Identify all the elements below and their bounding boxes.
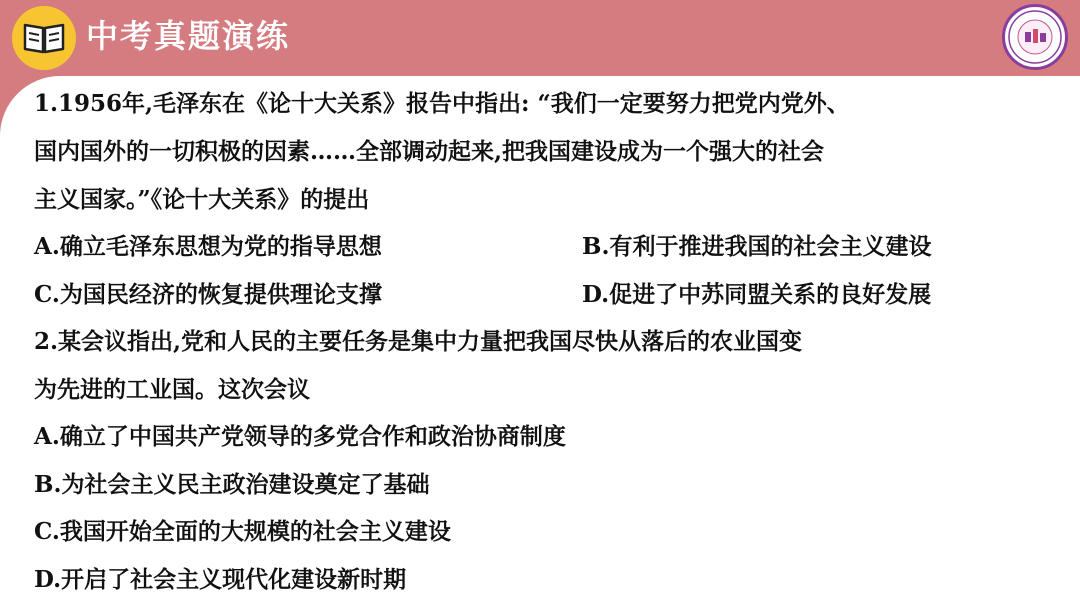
q1-option-c: C.为国民经济的恢复提供理论支撑	[34, 281, 382, 308]
open-book-icon	[12, 6, 76, 70]
q1-option-d: D.促进了中苏同盟关系的良好发展	[582, 281, 932, 308]
q1-option-b: B.有利于推进我国的社会主义建设	[582, 233, 932, 260]
q1-stem-line-2: 国内国外的一切积极的因素……全部调动起来,把我国建设成为一个强大的社会	[34, 138, 825, 165]
q1-option-a: A.确立毛泽东思想为党的指导思想	[34, 233, 382, 260]
page-title: 中考真题演练	[86, 17, 291, 55]
school-seal-logo	[1002, 4, 1068, 70]
header-bar	[0, 0, 1080, 76]
q2-option-b: B.为社会主义民主政治建设奠定了基础	[34, 471, 430, 498]
q2-stem-line-1: 2.某会议指出,党和人民的主要任务是集中力量把我国尽快从落后的农业国变	[34, 328, 803, 355]
q2-stem-line-2: 为先进的工业国。这次会议	[34, 376, 310, 403]
q2-option-c: C.我国开始全面的大规模的社会主义建设	[34, 518, 451, 545]
q1-stem-line-3: 主义国家。”《论十大关系》的提出	[34, 186, 370, 213]
q1-stem-line-1: 1.1956年,毛泽东在《论十大关系》报告中指出: “我们一定要努力把党内党外、	[34, 90, 850, 117]
question-panel	[0, 76, 1080, 608]
q2-option-a: A.确立了中国共产党领导的多党合作和政治协商制度	[34, 423, 566, 450]
q2-option-d: D.开启了社会主义现代化建设新时期	[34, 566, 407, 593]
